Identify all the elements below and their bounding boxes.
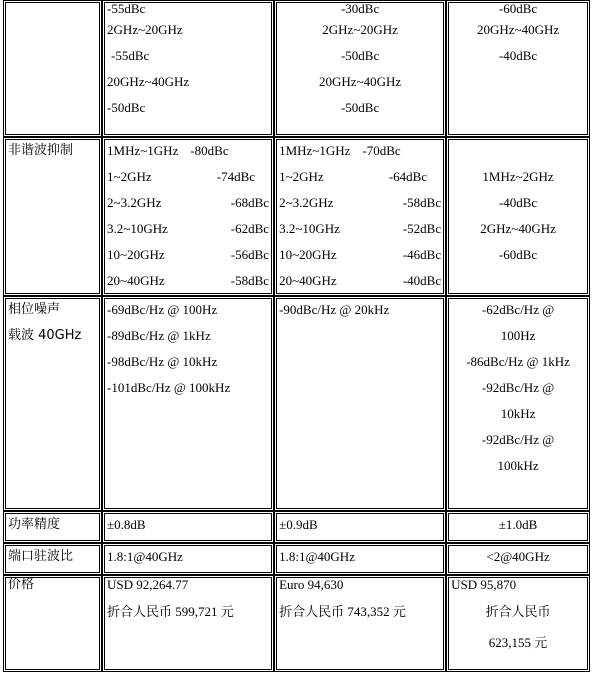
price-col3 [446, 575, 590, 672]
table-row-price [3, 575, 590, 672]
range-text: 1MHz~1GHz [279, 143, 351, 158]
cell-text: -50dBc [107, 100, 146, 115]
cell-text: -55dBc [107, 1, 146, 16]
spurious-col1 [102, 0, 274, 137]
row-label-phase-noise [3, 296, 102, 511]
cell-text: 1.8:1@40GHz [279, 549, 355, 564]
cell-text: 20GHz~40GHz [107, 74, 190, 89]
nonharmonic-col3 [446, 137, 590, 296]
row-label-text: 价格 [8, 577, 35, 592]
table-row-power-accuracy [3, 511, 590, 543]
power-accuracy-col1 [102, 511, 274, 543]
row-label-vswr [3, 543, 102, 575]
row-label-text: 端口驻波比 [8, 549, 74, 564]
value-text: -70dBc [362, 143, 401, 158]
value-text: -74dBc [216, 169, 256, 184]
cell-text: -92dBc/Hz @ [481, 380, 555, 395]
row-label-text: 相位噪声 [8, 302, 61, 317]
spurious-col3 [446, 0, 590, 137]
value-text: -46dBc [402, 247, 442, 262]
vswr-col3 [446, 543, 590, 575]
range-line [279, 216, 441, 242]
value-text: -52dBc [402, 221, 442, 236]
range-text: 3.2~10GHz [279, 221, 340, 236]
cell-text: 10kHz [500, 406, 536, 421]
row-label-price [3, 575, 102, 672]
range-line [279, 242, 441, 268]
value-text: -40dBc [402, 273, 442, 288]
range-text: 1MHz~1GHz [107, 143, 179, 158]
value-text: -62dBc [230, 221, 270, 236]
cell-text: ±1.0dB [498, 517, 538, 532]
cell-text: 折合人民币 [485, 604, 551, 619]
cell-text: -62dBc/Hz @ [481, 302, 555, 317]
value-text: -58dBc [402, 195, 442, 210]
value-text: -80dBc [190, 143, 229, 158]
cell-text: 20GHz~40GHz [319, 74, 402, 89]
cell-text: ±0.8dB [107, 517, 146, 532]
cell-text: Euro 94,630 [279, 577, 344, 592]
cell-text: -50dBc [340, 100, 380, 115]
range-line [107, 190, 269, 216]
range-line [107, 138, 269, 164]
cell-text: -89dBc/Hz @ 1kHz [107, 328, 211, 343]
range-text: 3.2~10GHz [107, 221, 168, 236]
cell-text: 折合人民币 599,721 元 [107, 604, 234, 619]
range-text: 10~20GHz [279, 247, 337, 262]
label-cell-empty [3, 0, 102, 137]
cell-text: 20GHz~40GHz [476, 22, 560, 37]
row-label-nonharmonic [3, 137, 102, 296]
value-text: -56dBc [230, 247, 270, 262]
power-accuracy-col2 [274, 511, 446, 543]
range-line [107, 164, 269, 190]
cell-text: ±0.9dB [279, 517, 318, 532]
spec-comparison-table [3, 0, 590, 672]
cell-text: -55dBc [111, 48, 150, 63]
range-text: 20~40GHz [107, 273, 165, 288]
range-text: 20~40GHz [279, 273, 337, 288]
cell-text: -92dBc/Hz @ [481, 432, 555, 447]
value-text: -58dBc [230, 273, 270, 288]
cell-text: USD 95,870 [451, 577, 517, 592]
range-text: 1~2GHz [107, 169, 152, 184]
cell-text: USD 92,264.77 [107, 577, 189, 592]
cell-text: 1.8:1@40GHz [107, 549, 183, 564]
cell-text: 折合人民币 743,352 元 [279, 604, 406, 619]
cell-text: -101dBc/Hz @ 100kHz [107, 380, 231, 395]
cell-text: <2@40GHz [486, 549, 550, 564]
range-line [107, 268, 269, 294]
cell-text: -69dBc/Hz @ 100Hz [107, 302, 218, 317]
cell-text: -40dBc [498, 195, 538, 210]
phase-noise-col2 [274, 296, 446, 511]
vswr-col1 [102, 543, 274, 575]
cell-text: 100Hz [500, 328, 536, 343]
table-row-spurious [3, 0, 590, 137]
range-line [279, 190, 441, 216]
range-text: 2~3.2GHz [107, 195, 162, 210]
cell-text: -98dBc/Hz @ 10kHz [107, 354, 218, 369]
cell-text: -50dBc [340, 48, 380, 63]
nonharmonic-col1 [102, 137, 274, 296]
cell-text: -40dBc [498, 48, 538, 63]
cell-text: -90dBc/Hz @ 20kHz [279, 302, 390, 317]
table-row-phase-noise [3, 296, 590, 511]
cell-text: -30dBc [340, 1, 380, 16]
cell-text: 2GHz~40GHz [480, 221, 556, 236]
price-col2 [274, 575, 446, 672]
cell-text: -60dBc [498, 1, 538, 16]
range-text: 2~3.2GHz [279, 195, 334, 210]
phase-noise-col1 [102, 296, 274, 511]
spurious-col2 [274, 0, 446, 137]
row-label-power-accuracy [3, 511, 102, 543]
cell-text: 623,155 元 [488, 635, 548, 650]
phase-noise-col3 [446, 296, 590, 511]
cell-text: -60dBc [498, 247, 538, 262]
cell-text: 100kHz [497, 458, 539, 473]
power-accuracy-col3 [446, 511, 590, 543]
range-line [279, 164, 441, 190]
table-row-vswr [3, 543, 590, 575]
range-line [107, 216, 269, 242]
range-line [107, 242, 269, 268]
cell-text: 2GHz~20GHz [322, 22, 398, 37]
nonharmonic-col2 [274, 137, 446, 296]
range-line [279, 138, 441, 164]
range-text: 1~2GHz [279, 169, 324, 184]
value-text: -64dBc [388, 169, 428, 184]
table-row-nonharmonic [3, 137, 590, 296]
cell-text: -86dBc/Hz @ 1kHz [466, 354, 570, 369]
cell-text: 1MHz~2GHz [482, 169, 554, 184]
row-label-text: 非谐波抑制 [8, 143, 74, 158]
price-col1 [102, 575, 274, 672]
row-label-text: 载波 40GHz [8, 328, 82, 343]
row-label-text: 功率精度 [8, 517, 61, 532]
cell-text: 2GHz~20GHz [107, 22, 183, 37]
range-line [279, 268, 441, 294]
vswr-col2 [274, 543, 446, 575]
value-text: -68dBc [230, 195, 270, 210]
range-text: 10~20GHz [107, 247, 165, 262]
